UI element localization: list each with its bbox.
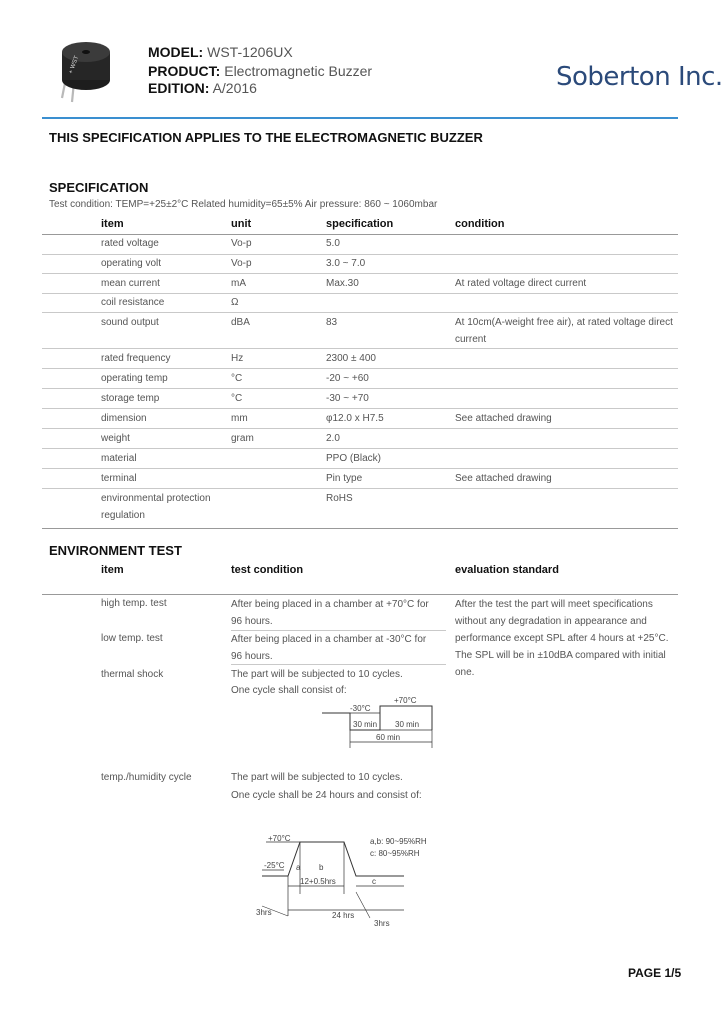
spec-unit: gram (231, 433, 254, 444)
spec-value: 83 (326, 317, 338, 328)
env-cond-thermal-shock-2: One cycle shall consist of: (231, 685, 347, 696)
spec-condition: At rated voltage direct current (455, 278, 587, 289)
spec-row-rule (42, 468, 678, 469)
spec-row-rule (42, 528, 678, 529)
spec-row-rule (42, 488, 678, 489)
spec-condition: At 10cm(A-weight free air), at rated voltage direct current (455, 317, 673, 345)
env-item-high-temp: high temp. test (101, 598, 167, 609)
spec-item: weight (101, 433, 130, 444)
spec-item: coil resistance (101, 297, 165, 308)
spec-row-rule (42, 368, 678, 369)
spec-row-rule (42, 408, 678, 409)
humidity-right-duration: 3hrs (374, 919, 390, 928)
env-evaluation-standard: After the test the part will meet specifications without any degradation in appearance and performance except SPL after 4 hours at +25°C. The SPL will be in ±10dBA compared with initial one. (455, 599, 669, 678)
shock-low-temp: -30°C (350, 704, 371, 713)
env-cond-low-temp: After being placed in a chamber at -30°C for 96 hours. (231, 634, 427, 662)
spec-item: material (101, 453, 137, 464)
env-cond-high-temp: After being placed in a chamber at +70°C for 96 hours. (231, 599, 429, 627)
spec-row-rule (42, 428, 678, 429)
spec-value: PPO (Black) (326, 453, 382, 464)
shock-high-temp: +70°C (394, 696, 417, 705)
spec-row-rule (42, 348, 678, 349)
spec-value: Max.30 (326, 278, 359, 289)
page-number: PAGE 1/5 (628, 966, 682, 980)
humidity-cycle-diagram (252, 832, 427, 932)
test-condition-note: Test condition: TEMP=+25±2°C Related humidity=65±5% Air pressure: 860 ~ 1060mbar (49, 199, 438, 210)
svg-text:+ WST: + WST (68, 55, 81, 75)
spec-value: RoHS (326, 493, 353, 504)
spec-item: operating temp (101, 373, 168, 384)
spec-value: Pin type (326, 473, 363, 484)
env-row-rule (231, 664, 446, 665)
spec-unit: Hz (231, 353, 244, 364)
spec-unit: mA (231, 278, 246, 289)
spec-row-rule (42, 448, 678, 449)
spec-value: 2.0 (326, 433, 340, 444)
edition-label: EDITION: (148, 80, 210, 96)
spec-item: mean current (101, 278, 160, 289)
spec-row-rule (42, 273, 678, 274)
env-item-thermal-shock: thermal shock (101, 669, 164, 680)
model-label: MODEL: (148, 44, 204, 60)
shock-duration-1: 30 min (353, 720, 378, 729)
spec-header-item: item (101, 218, 124, 230)
spec-item: rated voltage (101, 238, 159, 249)
spec-row-rule (42, 388, 678, 389)
shock-total: 60 min (376, 733, 401, 742)
spec-header-condition: condition (455, 218, 505, 230)
spec-value: 5.0 (326, 238, 340, 249)
product-label: PRODUCT: (148, 63, 221, 79)
humidity-left-duration: 3hrs (256, 908, 272, 917)
env-cond-thermal-shock-1: The part will be subjected to 10 cycles. (231, 669, 403, 680)
spec-item: dimension (101, 413, 147, 424)
humidity-high-temp: +70°C (268, 834, 291, 843)
spec-value: 2300 ± 400 (326, 353, 376, 364)
env-header-rule (42, 594, 678, 595)
env-header-test-condition: test condition (231, 564, 304, 576)
spec-unit: dBA (231, 317, 250, 328)
spec-item: terminal (101, 473, 137, 484)
spec-unit: Vo-p (231, 238, 252, 249)
model-line (148, 44, 293, 60)
humidity-mid-duration: 12+0.5hrs (300, 877, 336, 886)
spec-item: environmental protection regulation (101, 493, 211, 521)
model-value: WST-1206UX (207, 44, 293, 60)
environment-title: ENVIRONMENT TEST (49, 543, 182, 558)
spec-item: operating volt (101, 258, 162, 269)
spec-value: -20 ~ +60 (326, 373, 369, 384)
env-cond-humidity-1: The part will be subjected to 10 cycles. (231, 772, 403, 783)
spec-unit: mm (231, 413, 248, 424)
humidity-label-b: b (319, 863, 324, 872)
spec-unit: °C (231, 373, 243, 384)
spec-item: sound output (101, 317, 159, 328)
spec-value: -30 ~ +70 (326, 393, 369, 404)
product-line (148, 63, 372, 79)
spec-unit: °C (231, 393, 243, 404)
spec-item: storage temp (101, 393, 160, 404)
product-value: Electromagnetic Buzzer (224, 63, 373, 79)
humidity-rh-c: c: 80~95%RH (370, 849, 420, 858)
humidity-total-duration: 24 hrs (332, 911, 355, 920)
spec-item: rated frequency (101, 353, 171, 364)
shock-duration-2: 30 min (395, 720, 420, 729)
buzzer-product-image (52, 36, 122, 106)
humidity-rh-ab: a,b: 90~95%RH (370, 837, 427, 846)
edition-line (148, 80, 257, 96)
spec-value: φ12.0 x H7.5 (326, 413, 384, 424)
env-cond-humidity-2: One cycle shall be 24 hours and consist of: (231, 790, 422, 801)
humidity-low-temp: -25°C (264, 861, 285, 870)
env-header-evaluation: evaluation standard (455, 564, 559, 576)
thermal-shock-diagram (320, 692, 440, 752)
edition-value: A/2016 (212, 80, 257, 96)
spec-condition: See attached drawing (455, 473, 552, 484)
spec-row-rule (42, 312, 678, 313)
spec-condition: See attached drawing (455, 413, 552, 424)
company-logo: Soberton Inc. (556, 62, 723, 92)
env-item-low-temp: low temp. test (101, 633, 163, 644)
env-header-item: item (101, 564, 124, 576)
env-item-humidity-cycle: temp./humidity cycle (101, 772, 192, 783)
humidity-label-c: c (372, 877, 376, 886)
humidity-label-a: a (296, 863, 301, 872)
spec-unit: Vo-p (231, 258, 252, 269)
spec-header-unit: unit (231, 218, 252, 230)
spec-unit: Ω (231, 297, 239, 308)
spec-value: 3.0 ~ 7.0 (326, 258, 366, 269)
specification-title: SPECIFICATION (49, 180, 149, 195)
header-divider (42, 117, 678, 119)
applies-title: THIS SPECIFICATION APPLIES TO THE ELECTROMAGNETIC BUZZER (49, 130, 483, 145)
spec-header-specification: specification (326, 218, 394, 230)
